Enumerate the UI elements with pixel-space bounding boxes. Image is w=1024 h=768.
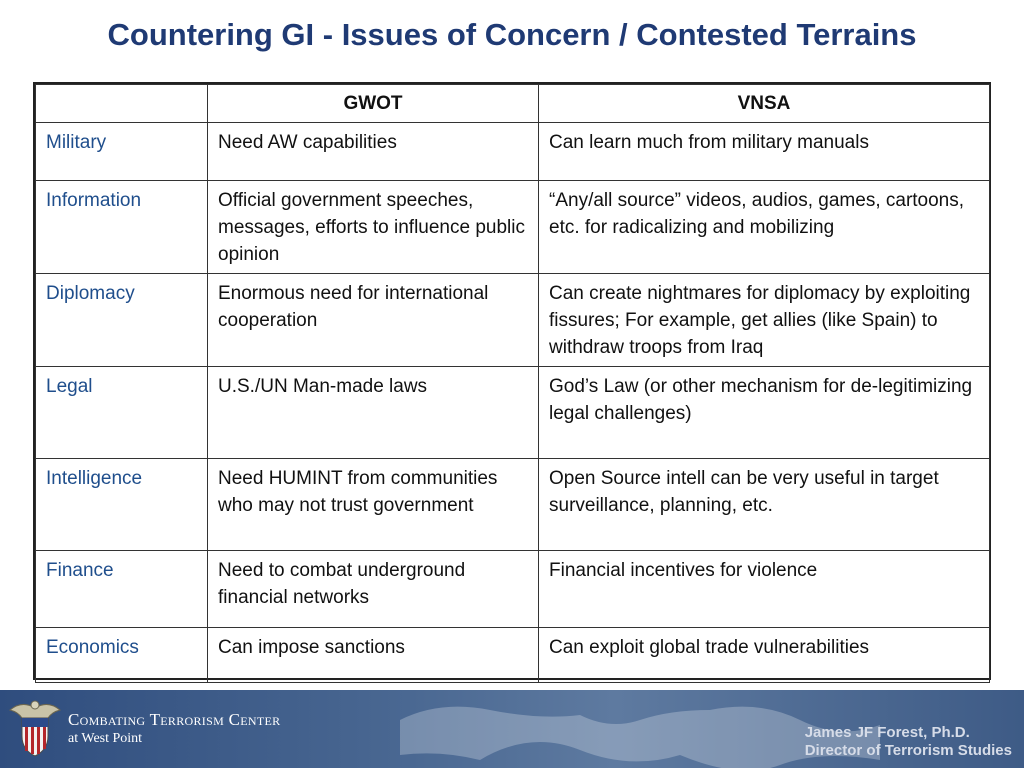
- gwot-cell: Enormous need for international cooperation: [208, 274, 539, 367]
- vnsa-cell: Can exploit global trade vulnerabilities: [539, 628, 990, 683]
- comparison-table: [33, 82, 991, 680]
- author-block: [805, 724, 1012, 760]
- gwot-cell: Need to combat underground financial networks: [208, 551, 539, 628]
- header-cell-gwot: GWOT: [208, 85, 539, 123]
- table-row: [36, 628, 990, 683]
- gwot-cell: U.S./UN Man-made laws: [208, 367, 539, 459]
- vnsa-cell: “Any/all source” videos, audios, games, cartoons, etc. for radicalizing and mobilizing: [539, 181, 990, 274]
- footer-bar: [0, 690, 1024, 768]
- gwot-cell: Need AW capabilities: [208, 123, 539, 181]
- table-row: [36, 123, 990, 181]
- table-row: [36, 181, 990, 274]
- author-title: Director of Terrorism Studies: [804, 742, 1012, 759]
- vnsa-cell: God’s Law (or other mechanism for de-legitimizing legal challenges): [539, 367, 990, 459]
- table-row: [36, 459, 990, 551]
- vnsa-cell: Open Source intell can be very useful in target surveillance, planning, etc.: [539, 459, 990, 551]
- gwot-cell: Can impose sanctions: [208, 628, 539, 683]
- category-cell: Diplomacy: [36, 274, 208, 367]
- vnsa-cell: Financial incentives for violence: [539, 551, 990, 628]
- header-cell-empty: [36, 85, 208, 123]
- category-cell: Military: [36, 123, 208, 181]
- table-row: [36, 551, 990, 628]
- slide-title: Countering GI - Issues of Concern / Contested Terrains: [107, 17, 917, 52]
- author-name: James JF Forest, Ph.D.: [804, 724, 970, 741]
- org-subtitle: at West Point: [68, 731, 143, 746]
- header-cell-vnsa: VNSA: [539, 85, 990, 123]
- category-cell: Legal: [36, 367, 208, 459]
- gwot-cell: Official government speeches, messages, efforts to influence public opinion: [208, 181, 539, 274]
- table-row: [36, 274, 990, 367]
- org-name: Combating Terrorism Center: [68, 710, 281, 729]
- vnsa-cell: Can create nightmares for diplomacy by exploiting fissures; For example, get allies (like Spain) to withdraw troops from Iraq: [539, 274, 990, 367]
- vnsa-cell: Can learn much from military manuals: [539, 123, 990, 181]
- gwot-cell: Need HUMINT from communities who may not trust government: [208, 459, 539, 551]
- eagle-shield-seal-icon: [6, 696, 64, 760]
- category-cell: Economics: [36, 628, 208, 683]
- table-row: [36, 367, 990, 459]
- category-cell: Information: [36, 181, 208, 274]
- category-cell: Intelligence: [36, 459, 208, 551]
- category-cell: Finance: [36, 551, 208, 628]
- table-header-row: [36, 85, 990, 123]
